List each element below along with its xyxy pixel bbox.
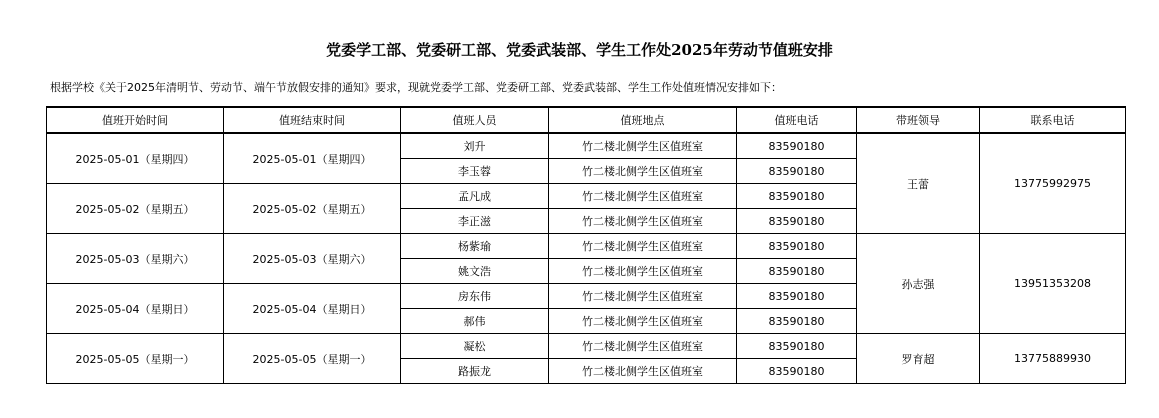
leader-cell: 孙志强 <box>857 234 980 334</box>
staff-cell: 李正滋 <box>401 209 549 234</box>
duty-phone-cell: 83590180 <box>737 234 857 259</box>
duty-phone-cell: 83590180 <box>737 259 857 284</box>
staff-cell: 郝伟 <box>401 309 549 334</box>
location-cell: 竹二楼北侧学生区值班室 <box>549 259 737 284</box>
end-time-cell: 2025-05-03（星期六） <box>224 234 401 284</box>
table-header-row <box>47 107 1126 133</box>
location-cell: 竹二楼北侧学生区值班室 <box>549 133 737 159</box>
table-row <box>47 234 1126 259</box>
location-cell: 竹二楼北侧学生区值班室 <box>549 234 737 259</box>
header-contact-phone: 联系电话 <box>980 107 1126 133</box>
leader-cell: 王蕾 <box>857 133 980 234</box>
duty-phone-cell: 83590180 <box>737 209 857 234</box>
header-location: 值班地点 <box>549 107 737 133</box>
page-title: 党委学工部、党委研工部、党委武装部、学生工作处2025年劳动节值班安排 <box>326 41 833 59</box>
end-time-cell: 2025-05-05（星期一） <box>224 334 401 384</box>
location-cell: 竹二楼北侧学生区值班室 <box>549 309 737 334</box>
duty-schedule-table <box>46 106 1126 384</box>
header-duty-phone: 值班电话 <box>737 107 857 133</box>
header-end-time: 值班结束时间 <box>224 107 401 133</box>
end-time-cell: 2025-05-02（星期五） <box>224 184 401 234</box>
staff-cell: 李玉蓉 <box>401 159 549 184</box>
leader-cell: 罗育超 <box>857 334 980 384</box>
staff-cell: 杨紫瑜 <box>401 234 549 259</box>
contact-phone-cell: 13775889930 <box>980 334 1126 384</box>
end-time-cell: 2025-05-01（星期四） <box>224 133 401 184</box>
start-time-cell: 2025-05-04（星期日） <box>47 284 224 334</box>
duty-phone-cell: 83590180 <box>737 159 857 184</box>
duty-phone-cell: 83590180 <box>737 334 857 359</box>
intro-paragraph: 根据学校《关于2025年清明节、劳动节、端午节放假安排的通知》要求，现就党委学工部、党委研工部、党委武装部、学生工作处值班情况安排如下： <box>50 81 782 94</box>
duty-phone-cell: 83590180 <box>737 359 857 384</box>
header-leader: 带班领导 <box>857 107 980 133</box>
start-time-cell: 2025-05-05（星期一） <box>47 334 224 384</box>
duty-phone-cell: 83590180 <box>737 133 857 159</box>
header-start-time: 值班开始时间 <box>47 107 224 133</box>
location-cell: 竹二楼北侧学生区值班室 <box>549 209 737 234</box>
staff-cell: 房东伟 <box>401 284 549 309</box>
start-time-cell: 2025-05-01（星期四） <box>47 133 224 184</box>
staff-cell: 孟凡成 <box>401 184 549 209</box>
duty-phone-cell: 83590180 <box>737 284 857 309</box>
duty-phone-cell: 83590180 <box>737 184 857 209</box>
duty-phone-cell: 83590180 <box>737 309 857 334</box>
staff-cell: 凝松 <box>401 334 549 359</box>
table-row <box>47 133 1126 159</box>
location-cell: 竹二楼北侧学生区值班室 <box>549 334 737 359</box>
staff-cell: 姚文浩 <box>401 259 549 284</box>
location-cell: 竹二楼北侧学生区值班室 <box>549 284 737 309</box>
location-cell: 竹二楼北侧学生区值班室 <box>549 359 737 384</box>
location-cell: 竹二楼北侧学生区值班室 <box>549 159 737 184</box>
start-time-cell: 2025-05-02（星期五） <box>47 184 224 234</box>
table-row <box>47 334 1126 359</box>
header-staff: 值班人员 <box>401 107 549 133</box>
contact-phone-cell: 13951353208 <box>980 234 1126 334</box>
end-time-cell: 2025-05-04（星期日） <box>224 284 401 334</box>
staff-cell: 刘升 <box>401 133 549 159</box>
staff-cell: 路振龙 <box>401 359 549 384</box>
start-time-cell: 2025-05-03（星期六） <box>47 234 224 284</box>
location-cell: 竹二楼北侧学生区值班室 <box>549 184 737 209</box>
contact-phone-cell: 13775992975 <box>980 133 1126 234</box>
